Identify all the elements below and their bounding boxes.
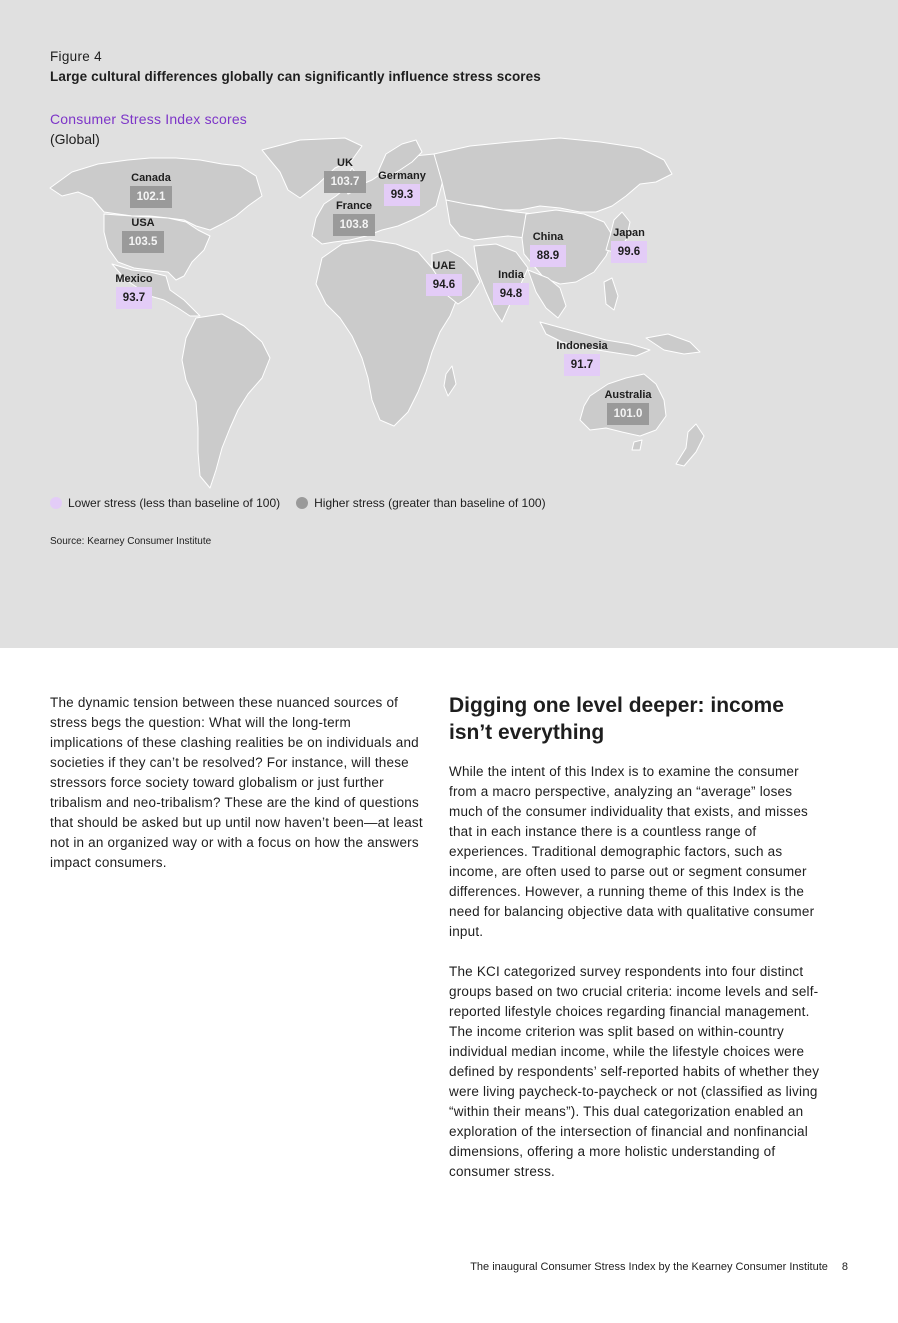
figure-number: Figure 4	[50, 49, 102, 64]
page-footer	[470, 1261, 848, 1273]
country-name: Japan	[613, 227, 645, 239]
score-badge: 102.1	[130, 186, 173, 208]
figure-panel	[0, 0, 898, 648]
score-badge: 91.7	[564, 354, 600, 376]
footer-text: The inaugural Consumer Stress Index by the Kearney Consumer Institute	[470, 1261, 828, 1273]
right-column	[449, 692, 829, 1202]
country-name: Indonesia	[556, 340, 608, 352]
score-badge: 99.3	[384, 184, 420, 206]
score-badge: 103.5	[122, 231, 165, 253]
country-name: France	[335, 200, 373, 212]
country-name: China	[532, 231, 564, 243]
right-paragraph-1: While the intent of this Index is to examine the consumer from a macro perspective, analyzing an “average” loses much of the consumer individuality that exists, and misses that in each instance there is a countless range of experiences. Traditional demographic factors, such as income, are often used to parse out or segment consumer differences. However, a running theme of this Index is the need for balancing objective data with qualitative consumer input.	[449, 764, 815, 939]
page-number: 8	[841, 1261, 848, 1273]
score-badge: 103.8	[333, 214, 376, 236]
country-uk	[320, 156, 370, 193]
country-name: India	[498, 269, 524, 281]
legend-lower-label: Lower stress (less than baseline of 100)	[68, 496, 281, 510]
score-badge: 88.9	[530, 245, 566, 267]
country-australia	[597, 388, 659, 425]
country-usa	[118, 216, 168, 253]
country-mexico	[109, 272, 159, 309]
score-badge: 94.8	[493, 283, 529, 305]
figure-title: Large cultural differences globally can significantly influence stress scores	[50, 69, 541, 84]
chart-subtitle: (Global)	[50, 131, 100, 147]
country-name: UAE	[432, 260, 456, 272]
country-indonesia	[550, 339, 614, 376]
country-china	[523, 230, 573, 267]
country-name: Mexico	[115, 273, 153, 285]
right-paragraph-2: The KCI categorized survey respondents into four distinct groups based on two crucial criteria: income levels and self-reported lifestyle choices regarding financial management. The income criterion was split based on within-country individual median income, while the lifestyle choices were defined by respondents’ self-reported habits of whether they were living paycheck-to-paycheck or not (classified as living “within their means”). This dual categorization enabled an exploration of the intersection of financial and nonfinancial dimensions, offering a more holistic understanding of consumer stress.	[449, 964, 820, 1179]
country-name: USA	[131, 217, 155, 229]
country-name: Germany	[378, 170, 426, 182]
legend-lower-swatch	[50, 497, 62, 509]
country-germany	[372, 169, 432, 206]
country-name: UK	[337, 157, 353, 169]
country-name: Australia	[604, 389, 652, 401]
country-japan	[604, 226, 654, 263]
score-badge: 94.6	[426, 274, 462, 296]
score-badge: 101.0	[607, 403, 650, 425]
country-canada	[126, 171, 176, 208]
legend	[50, 496, 546, 510]
country-india	[486, 268, 536, 305]
score-badge: 103.7	[324, 171, 367, 193]
score-badge: 93.7	[116, 287, 152, 309]
legend-higher-swatch	[296, 497, 308, 509]
score-badge: 99.6	[611, 241, 647, 263]
legend-higher-label: Higher stress (greater than baseline of 100)	[314, 496, 546, 510]
country-uae	[419, 259, 469, 296]
section-heading: Digging one level deeper: income isn’t everything	[449, 694, 784, 744]
source-note: Source: Kearney Consumer Institute	[50, 536, 212, 547]
chart-title: Consumer Stress Index scores	[50, 111, 248, 127]
country-name: Canada	[131, 172, 171, 184]
left-paragraph: The dynamic tension between these nuanced sources of stress begs the question: What will the long-term implications of these clashing realities be on individuals and societies if they can’t be resolved? For instance, will these stressors force society toward globalism or just further tribalism and neo-tribalism? These are the kind of questions that should be asked but up until now haven’t been—at least not in an organized way or with a focus on how the answers impact consumers.	[50, 695, 423, 870]
